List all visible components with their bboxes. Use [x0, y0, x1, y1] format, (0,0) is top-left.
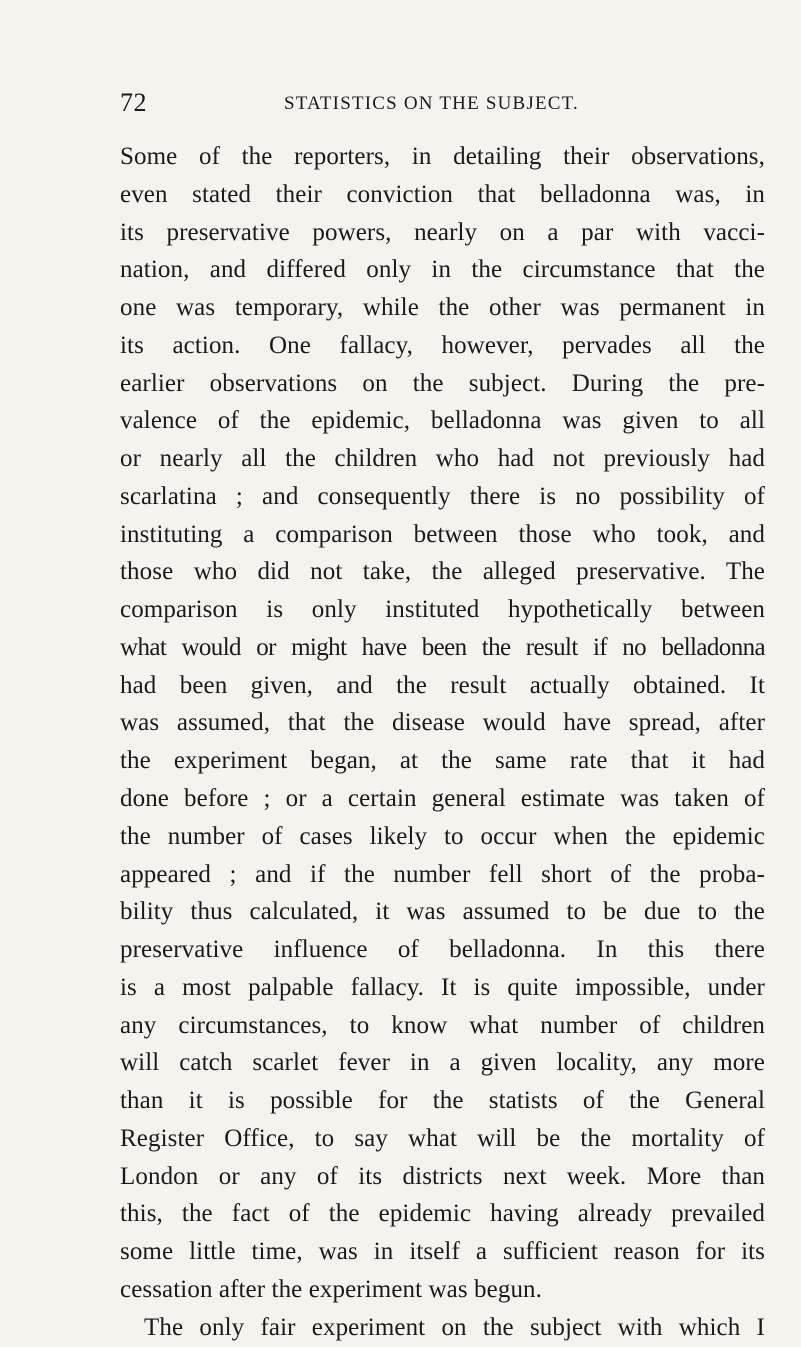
text-line: comparison is only instituted hypothetically between	[120, 596, 765, 624]
text-line: done before ; or a certain general estimate was taken of	[120, 785, 765, 813]
text-line: appeared ; and if the number fell short of the proba-	[120, 860, 765, 888]
page-header	[120, 88, 740, 120]
text-line: one was temporary, while the other was permanent in	[120, 294, 765, 322]
text-line: earlier observations on the subject. During the pre-	[120, 369, 765, 397]
text-line: London or any of its districts next week. More than	[120, 1162, 765, 1190]
text-line: scarlatina ; and consequently there is no possibility of	[120, 482, 765, 510]
text-line: even stated their conviction that belladonna was, in	[120, 180, 765, 208]
text-line: instituting a comparison between those who took, and	[120, 520, 765, 548]
text-line: than it is possible for the statists of the General	[120, 1087, 765, 1115]
text-line: will catch scarlet fever in a given locality, any more	[120, 1049, 765, 1077]
text-line: Some of the reporters, in detailing their observations,	[120, 143, 765, 170]
text-line: what would or might have been the result if no belladonna	[120, 633, 765, 661]
text-line: bility thus calculated, it was assumed to be due to the	[120, 898, 765, 926]
text-line: any circumstances, to know what number of children	[120, 1011, 765, 1039]
text-line: this, the fact of the epidemic having already prevailed	[120, 1200, 765, 1228]
body-text	[120, 138, 765, 1347]
text-line: the number of cases likely to occur when the epidemic	[120, 822, 765, 850]
text-line: the experiment began, at the same rate that it had	[120, 747, 765, 775]
text-line: was assumed, that the disease would have spread, after	[120, 709, 765, 737]
text-line: Register Office, to say what will be the mortality of	[120, 1124, 765, 1152]
text-line: cessation after the experiment was begun.	[120, 1275, 542, 1303]
text-line: its action. One fallacy, however, pervades all the	[120, 331, 765, 359]
text-line: those who did not take, the alleged preservative. The	[120, 558, 765, 586]
text-line: nation, and differed only in the circumstance that the	[120, 256, 765, 284]
page-number: 72	[120, 88, 147, 117]
text-line: valence of the epidemic, belladonna was given to all	[120, 407, 765, 435]
text-line: is a most palpable fallacy. It is quite impossible, under	[120, 973, 765, 1001]
text-line: some little time, was in itself a sufficient reason for its	[120, 1238, 765, 1266]
text-line: had been given, and the result actually obtained. It	[120, 671, 765, 699]
text-line: or nearly all the children who had not previously had	[120, 445, 765, 473]
text-line: preservative influence of belladonna. In this there	[120, 936, 765, 964]
text-line: its preservative powers, nearly on a par with vacci-	[120, 218, 765, 246]
running-head: STATISTICS ON THE SUBJECT.	[284, 93, 580, 114]
text-line: The only fair experiment on the subject with which I	[144, 1313, 765, 1341]
